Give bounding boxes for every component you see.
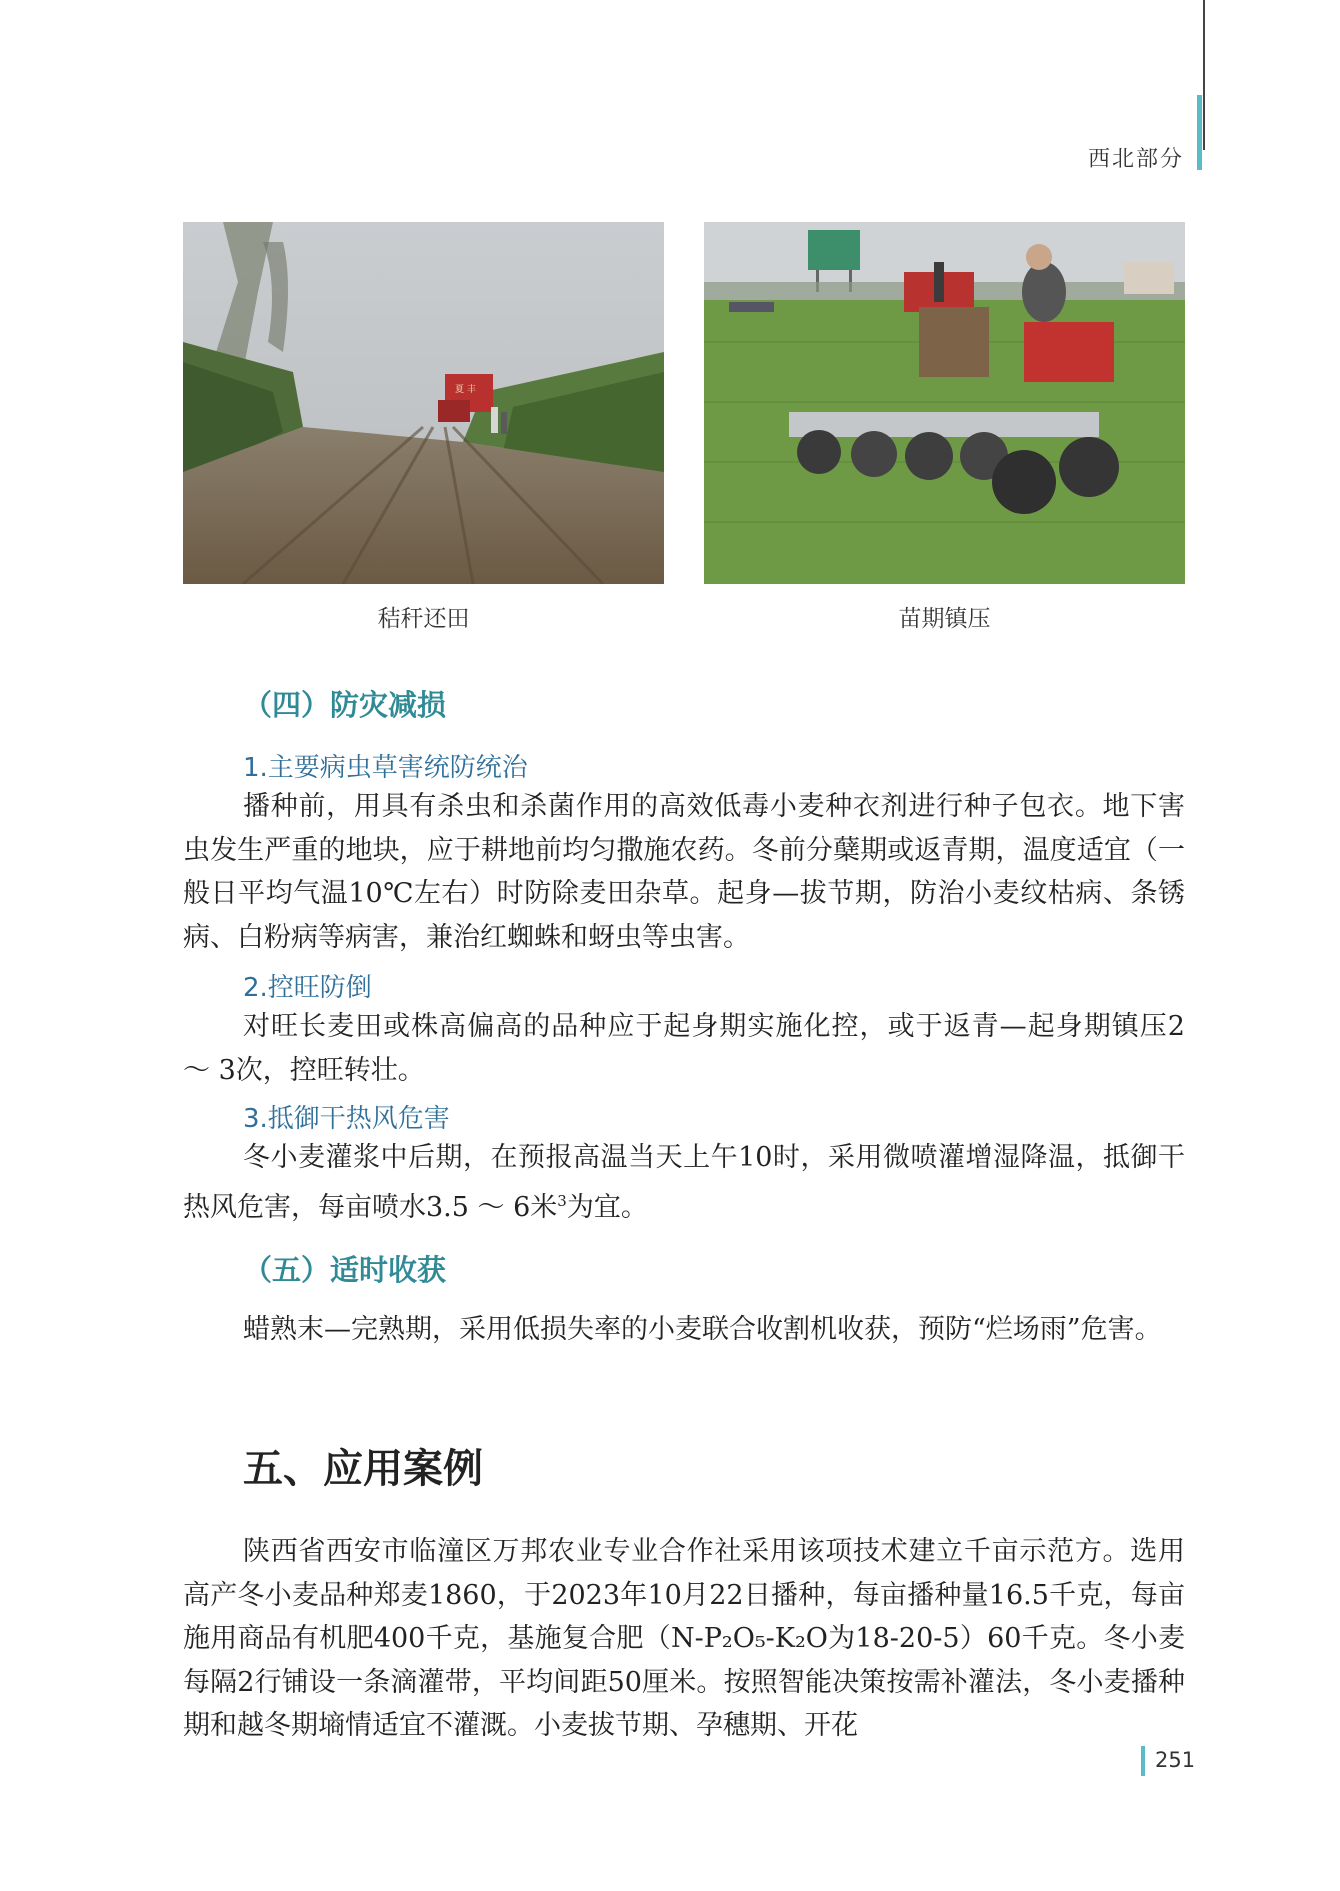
section-heading-disaster-prevention: （四）防灾减损: [243, 688, 447, 722]
paragraph-timely-harvest: 蜡熟末—完熟期，采用低损失率的小麦联合收割机收获，预防“烂场雨”危害。: [243, 1314, 1162, 1345]
subheading-pest-control: 1.主要病虫草害统防统治: [243, 753, 528, 783]
photo-straw-returning: [183, 222, 664, 584]
page-number-accent: [1141, 1746, 1145, 1776]
caption-photo-1: 秸秆还田: [377, 606, 470, 632]
paragraph-lodging-control: 对旺长麦田或株高偏高的品种应于起身期实施化控，或于返青—起身期镇压2 ～ 3次，控旺转壮。: [183, 1011, 1185, 1086]
subheading-lodging-control: 2.控旺防倒: [243, 973, 372, 1003]
page-number: 251: [1155, 1748, 1196, 1772]
photo-seedling-rolling: [704, 222, 1185, 584]
cubic-superscript: 3: [557, 1191, 567, 1210]
paragraph-hot-wind: 冬小麦灌浆中后期，在预报高温当天上午10时，采用微喷灌增湿降温，抵御干热风危害，每亩喷水3.5 ～ 6米$^3$为宜。: [183, 1142, 1185, 1223]
harvester-sign: 夏 丰: [455, 385, 476, 395]
paragraph-pest-control: 播种前，用具有杀虫和杀菌作用的高效低毒小麦种衣剂进行种子包衣。地下害虫发生严重的地块，应于耕地前均匀撒施农药。冬前分蘖期或返青期，温度适宜（一般日平均气温10℃左右）时防除麦田杂草。起身—拔节期，防治小麦纹枯病、条锈病、白粉病等病害，兼治红蜘蛛和蚜虫等虫害。: [183, 791, 1185, 953]
section-heading-timely-harvest: （五）适时收获: [243, 1253, 447, 1287]
header-rule: [1203, 0, 1205, 150]
fertilizer-formula: N-P₂O₅-K₂O: [670, 1623, 828, 1654]
paragraph-application-case: 陕西省西安市临潼区万邦农业专业合作社采用该项技术建立千亩示范方。选用高产冬小麦品种郑麦1860，于2023年10月22日播种，每亩播种量16.5千克，每亩施用商品有机肥400千克，基施复合肥（N-P₂O₅-K₂O为18-20-5）60千克。冬小麦每隔2行铺设一条滴灌带，平均间距50厘米。按照智能决策按需补灌法，冬小麦播种期和越冬期墒情适宜不灌溉。小麦拔节期、孕穗期、开花: [183, 1536, 1185, 1741]
chapter-heading-application-case: 五、应用案例: [243, 1446, 483, 1492]
running-header: 西北部分: [1087, 147, 1184, 172]
caption-photo-2: 苗期镇压: [898, 606, 991, 632]
subheading-hot-wind: 3.抵御干热风危害: [243, 1104, 450, 1134]
header-accent-bar: [1197, 95, 1202, 170]
